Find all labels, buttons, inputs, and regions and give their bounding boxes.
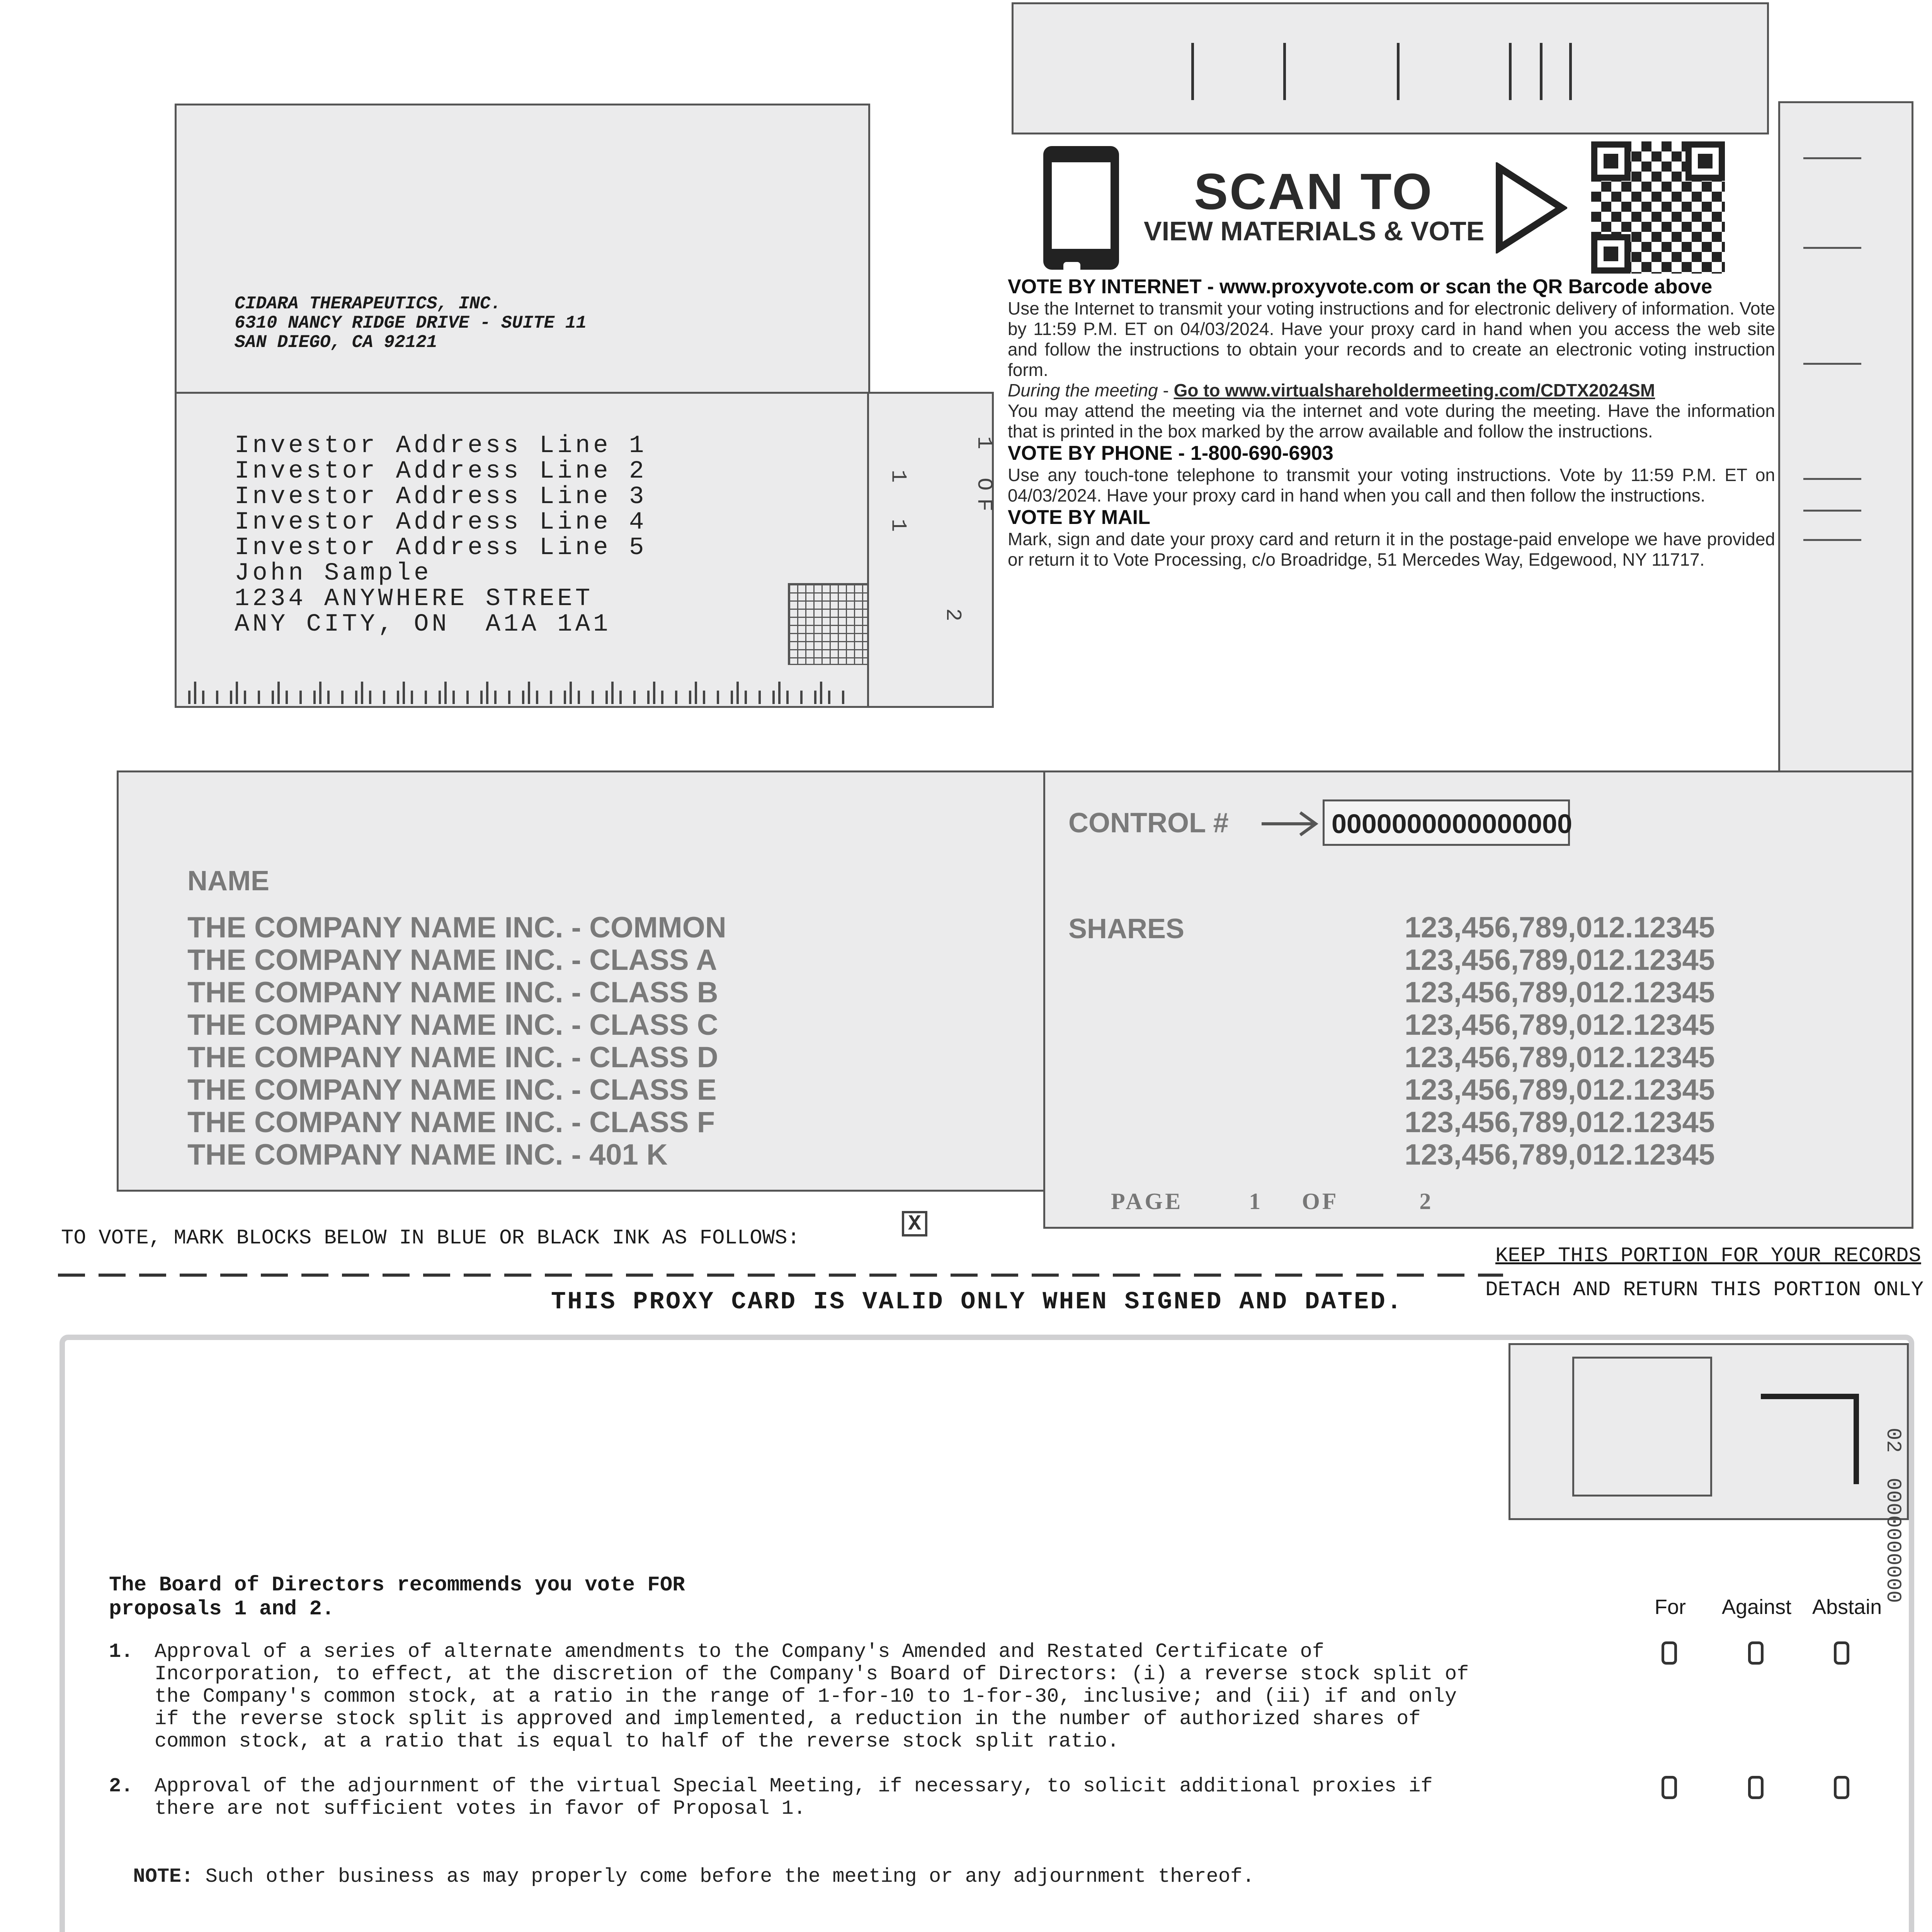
mark-instructions: TO VOTE, MARK BLOCKS BELOW IN BLUE OR BLACK INK AS FOLLOWS: <box>61 1226 800 1250</box>
corner-mark <box>1761 1394 1859 1484</box>
company-name: THE COMPANY NAME INC. - CLASS F <box>187 1106 715 1139</box>
proposal-line: common stock, at a ratio that is equal to half of the reverse stock split ratio. <box>155 1730 1119 1753</box>
stub-tick <box>1803 510 1861 512</box>
note-text: Such other business as may properly come before the meeting or any adjournment thereof. <box>193 1865 1255 1888</box>
investor-address-line: Investor Address Line 2 <box>235 457 647 485</box>
board-recommendation-line: The Board of Directors recommends you vote FOR <box>109 1573 685 1597</box>
investor-address-line: 1234 ANYWHERE STREET <box>235 585 594 613</box>
proposal-line: Incorporation, to effect, at the discretion of the Company's Board of Directors: (i) a reverse stock split of <box>155 1663 1469 1685</box>
col-against: Against <box>1722 1595 1792 1619</box>
qr-finder <box>1591 141 1631 181</box>
proposal-1-against-checkbox[interactable] <box>1748 1641 1764 1665</box>
scanner-mark-box <box>1509 1343 1909 1520</box>
page-indicator <box>1111 1188 1433 1215</box>
side-code-text: 02 0000000000 <box>1881 1427 1905 1603</box>
mail-text: Mark, sign and date your proxy card and return it in the postage-paid envelope we have provided or return it to Vote Processing, c/o Broadridge, 51 Mercedes Way, Edgewood, NY 11717. <box>1008 529 1775 570</box>
proposal-line: if the reverse stock split is approved and implemented, a reduction in the number of authorized shares of <box>155 1708 1421 1730</box>
page-marker-end-text: 2 <box>940 608 965 621</box>
grid-mark <box>788 583 869 665</box>
company-name: THE COMPANY NAME INC. - CLASS D <box>187 1041 718 1074</box>
during-label: During the meeting <box>1008 380 1158 400</box>
proposal-1-abstain-checkbox[interactable] <box>1834 1641 1849 1665</box>
return-address-line: 6310 NANCY RIDGE DRIVE - SUITE 11 <box>235 313 587 333</box>
share-value: 123,456,789,012.12345 <box>1405 911 1715 944</box>
proposal-line: Approval of the adjournment of the virtual Special Meeting, if necessary, to solicit additional proxies if <box>155 1775 1433 1798</box>
page-marker-left <box>886 470 910 544</box>
holdings-name-box <box>117 770 1052 1192</box>
phone-home-button <box>1063 262 1080 272</box>
board-recommendation-line: proposals 1 and 2. <box>109 1597 335 1621</box>
stub-tick <box>1803 478 1861 480</box>
arrow-right-icon <box>1262 810 1320 837</box>
page-of: OF <box>1302 1189 1338 1214</box>
during-sep: - <box>1158 380 1174 400</box>
proposal-1-for-checkbox[interactable] <box>1662 1641 1677 1665</box>
stub-tick <box>1803 363 1861 365</box>
col-abstain: Abstain <box>1812 1595 1882 1619</box>
proposal-line: there are not sufficient votes in favor of Proposal 1. <box>155 1797 806 1820</box>
barcode-bar <box>1569 43 1572 100</box>
barcode-bar <box>1540 43 1543 100</box>
page-marker-box <box>867 392 997 708</box>
scan-subtitle: VIEW MATERIALS & VOTE <box>1144 216 1485 246</box>
barcode-bar <box>1191 43 1194 100</box>
stub-tick <box>1803 157 1861 159</box>
company-name: THE COMPANY NAME INC. - CLASS A <box>187 944 717 976</box>
note-label: NOTE: <box>133 1865 194 1888</box>
detach-portion: DETACH AND RETURN THIS PORTION ONLY <box>1485 1278 1924 1302</box>
page-marker-left-text: 1 1 <box>886 469 911 544</box>
detach-line <box>58 1274 1503 1277</box>
investor-address-line: John Sample <box>235 560 432 587</box>
barcode-bar <box>1509 43 1512 100</box>
meeting-link[interactable]: Go to www.virtualshareholdermeeting.com/CDTX2024SM <box>1173 380 1655 400</box>
investor-address <box>235 433 647 637</box>
page-marker <box>865 436 997 529</box>
proposal-1 <box>155 1641 1469 1753</box>
page-label: PAGE <box>1111 1189 1183 1214</box>
col-for: For <box>1655 1595 1686 1619</box>
investor-address-line: Investor Address Line 3 <box>235 483 647 511</box>
barcode-box <box>1012 2 1769 134</box>
company-name: THE COMPANY NAME INC. - COMMON <box>187 911 726 944</box>
return-address-line: CIDARA THERAPEUTICS, INC. <box>235 294 502 314</box>
phone-icon <box>1043 146 1119 270</box>
proposal-line: Approval of a series of alternate amendments to the Company's Amended and Restated Certificate of <box>155 1640 1324 1663</box>
company-names <box>187 912 726 1171</box>
mail-heading: VOTE BY MAIL <box>1008 506 1150 529</box>
shares-values <box>1405 912 1715 1171</box>
proposal-2-against-checkbox[interactable] <box>1748 1776 1764 1799</box>
control-label: CONTROL # <box>1068 808 1229 838</box>
phone-text: Use any touch-tone telephone to transmit your voting instructions. Vote by 11:59 P.M. ET on 04/03/2024. Have your proxy card in hand when you call and then follow the instructions. <box>1008 465 1775 505</box>
shares-label: SHARES <box>1068 913 1185 944</box>
investor-address-line: Investor Address Line 4 <box>235 509 647 536</box>
investor-address-line: ANY CITY, ON A1A 1A1 <box>235 611 611 638</box>
qr-finder <box>1591 234 1631 274</box>
investor-address-window <box>175 392 870 708</box>
company-name: THE COMPANY NAME INC. - 401 K <box>187 1138 668 1171</box>
scanner-square <box>1572 1357 1712 1497</box>
return-address <box>235 294 587 352</box>
page-num: 1 <box>1249 1189 1263 1214</box>
phone-heading: VOTE BY PHONE - 1-800-690-6903 <box>1008 442 1333 464</box>
share-value: 123,456,789,012.12345 <box>1405 1138 1715 1171</box>
share-value: 123,456,789,012.12345 <box>1405 1106 1715 1139</box>
share-value: 123,456,789,012.12345 <box>1405 1073 1715 1106</box>
voting-instructions <box>1008 275 1775 570</box>
investor-address-line: Investor Address Line 1 <box>235 432 647 460</box>
share-value: 123,456,789,012.12345 <box>1405 944 1715 976</box>
internet-heading: VOTE BY INTERNET - www.proxyvote.com or scan the QR Barcode above <box>1008 276 1713 298</box>
note <box>109 1843 1255 1888</box>
play-arrow-icon <box>1494 162 1567 253</box>
stub-tick <box>1803 247 1861 249</box>
qr-code-icon <box>1591 141 1725 274</box>
share-value: 123,456,789,012.12345 <box>1405 1041 1715 1074</box>
proposal-line: the Company's common stock, at a ratio in the range of 1-for-10 to 1-for-30, inclusive; and (ii) if and only <box>155 1685 1457 1708</box>
company-name: THE COMPANY NAME INC. - CLASS B <box>187 976 718 1009</box>
share-value: 123,456,789,012.12345 <box>1405 1009 1715 1041</box>
side-code <box>1881 1403 1928 1603</box>
keep-portion: KEEP THIS PORTION FOR YOUR RECORDS <box>1495 1244 1921 1268</box>
internet-text: Use the Internet to transmit your voting instructions and for electronic delivery of information. Vote by 11:59 P.M. ET on 04/03/2024. Have your proxy card in hand when you access the web site and follow the instructions to obtain your records and to create an electronic voting instruction form. <box>1008 298 1775 380</box>
postal-barcode-tall <box>194 682 851 704</box>
mark-example-checkbox <box>902 1211 927 1236</box>
barcode-bar <box>1283 43 1286 100</box>
page-marker-mid: 1 OF <box>972 436 997 519</box>
proposal-2-number: 2. <box>109 1775 133 1798</box>
page-total: 2 <box>1419 1189 1434 1214</box>
proposal-2 <box>155 1775 1433 1820</box>
board-recommendation <box>109 1573 685 1621</box>
share-value: 123,456,789,012.12345 <box>1405 976 1715 1009</box>
barcode-bar <box>1397 43 1400 100</box>
stub-tick <box>1803 539 1861 541</box>
qr-finder <box>1685 141 1725 181</box>
control-number-box <box>1323 799 1570 846</box>
name-label: NAME <box>187 866 269 896</box>
control-number: 0000000000000000 <box>1332 809 1572 839</box>
mark-example: X <box>908 1211 921 1236</box>
company-name: THE COMPANY NAME INC. - CLASS E <box>187 1073 717 1106</box>
return-address-line: SAN DIEGO, CA 92121 <box>235 332 437 352</box>
during-meeting <box>1008 380 1775 401</box>
during-text: You may attend the meeting via the internet and vote during the meeting. Have the information that is printed in the box marked by the arrow available and follow the instructions. <box>1008 401 1775 441</box>
proposal-1-number: 1. <box>109 1640 133 1663</box>
proposal-2-for-checkbox[interactable] <box>1662 1776 1677 1799</box>
page-marker-end <box>940 608 965 621</box>
proposal-2-abstain-checkbox[interactable] <box>1834 1776 1849 1799</box>
investor-address-line: Investor Address Line 5 <box>235 534 647 562</box>
scan-title: SCAN TO <box>1194 163 1434 220</box>
return-address-box <box>175 104 870 394</box>
holdings-shares-box <box>1043 770 1913 1229</box>
valid-notice: THIS PROXY CARD IS VALID ONLY WHEN SIGNED AND DATED. <box>551 1288 1403 1316</box>
company-name: THE COMPANY NAME INC. - CLASS C <box>187 1009 718 1041</box>
